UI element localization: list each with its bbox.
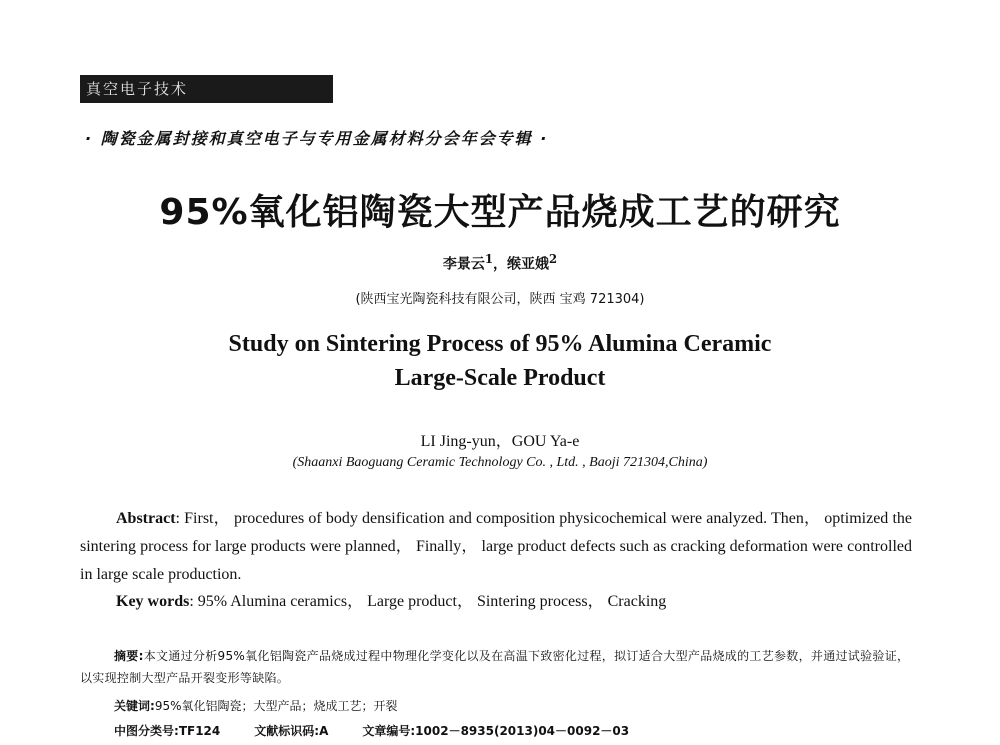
abstract-cn-label: 摘要 xyxy=(114,649,139,663)
abstract-en-label: Abstract xyxy=(116,510,176,527)
abstract-en-sep: : xyxy=(175,510,185,527)
special-issue-heading: · 陶瓷金属封接和真空电子与专用金属材料分会年会专辑 · xyxy=(85,129,549,148)
title-en-line-2: Large-Scale Product xyxy=(394,365,606,391)
keywords-chinese xyxy=(114,697,398,714)
doc-code-label: 文献标识码: xyxy=(254,724,320,738)
keywords-en-label: Key words xyxy=(116,593,190,610)
keywords-english xyxy=(116,590,912,614)
article-no-label: 文章编号: xyxy=(362,724,416,738)
keywords-cn-text: 95%氧化铝陶瓷；大型产品；烧成工艺；开裂 xyxy=(154,699,398,713)
abstract-english xyxy=(80,505,912,589)
author-2-affil-marker: 2 xyxy=(549,252,558,266)
affiliation-english: (Shaanxi Baoguang Ceramic Technology Co. , Ltd. , Baoji 721304,China) xyxy=(292,455,708,470)
abstract-cn-sep: : xyxy=(138,649,144,663)
abstract-cn-text: 本文通过分析95%氧化铝陶瓷产品烧成过程中物理化学变化以及在高温下致密化过程，拟订适合大型产品烧成的工艺参数，并通过试验验证，以实现控制大型产品开裂变形等缺陷。 xyxy=(80,649,910,685)
paper-title-english xyxy=(0,327,1000,395)
author-1-affil-marker: 1 xyxy=(484,252,493,266)
classification-line xyxy=(114,722,629,739)
keywords-cn-sep: : xyxy=(150,699,155,713)
keywords-en-sep: : xyxy=(189,593,198,610)
keywords-cn-label: 关键词 xyxy=(114,699,151,713)
affiliation-chinese: (陕西宝光陶瓷科技有限公司，陕西 宝鸡 721304) xyxy=(355,292,645,307)
clc-label: 中图分类号: xyxy=(114,724,179,738)
doc-code-value: A xyxy=(319,724,329,738)
keywords-en-text: 95% Alumina ceramics， Large product， Sintering process， Cracking xyxy=(197,593,667,610)
abstract-chinese xyxy=(80,645,910,689)
article-no-value: 1002－8935(2013)04－0092－03 xyxy=(415,724,630,738)
authors-english: LI Jing-yun，GOU Ya-e xyxy=(420,433,580,450)
author-1-name: 李景云 xyxy=(442,256,485,273)
abstract-en-text: First， procedures of body densification and composition physicochemical were analyzed. Then， optimized the sintering process for large products were planned， Finally， large product defects such as cracking deformation were controlled in large scale production. xyxy=(80,510,912,583)
paper-title-chinese: 95%氧化铝陶瓷大型产品烧成工艺的研究 xyxy=(159,192,841,233)
journal-name-banner: 真空电子技术 xyxy=(80,75,333,103)
authors-chinese xyxy=(0,252,1000,274)
author-separator: ， xyxy=(493,256,507,273)
title-en-line-1: Study on Sintering Process of 95% Alumina Ceramic xyxy=(228,331,772,357)
author-2-name: 缑亚娥 xyxy=(507,256,549,273)
clc-value: TF124 xyxy=(178,724,221,738)
